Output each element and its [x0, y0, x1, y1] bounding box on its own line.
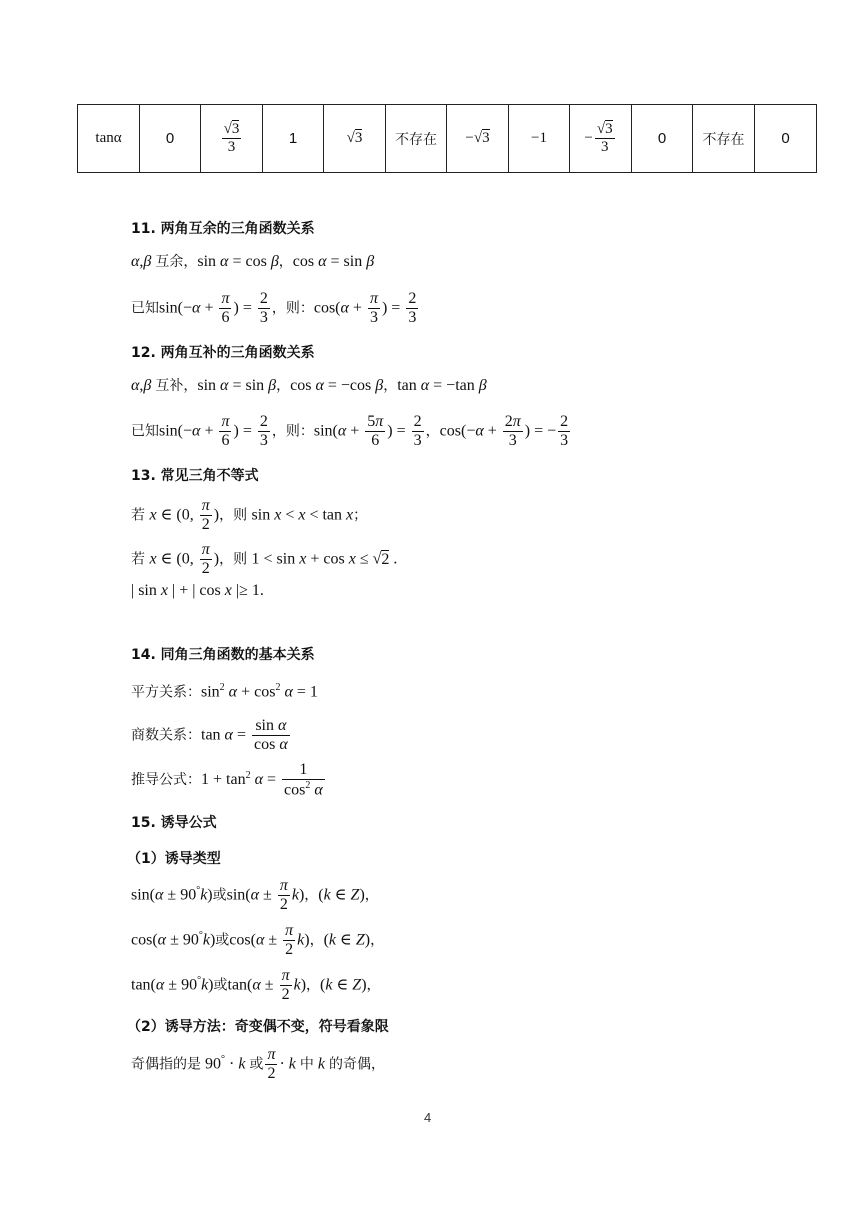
section-14-line1: 平方关系：$\sin^2 \alpha + \cos^2 \alpha = 1$ [131, 682, 318, 701]
section-15-heading: 15. 诱导公式 [131, 815, 217, 831]
table-cell: − $\frac{√3}{3}$ [570, 105, 632, 173]
section-14-heading: 14. 同角三角函数的基本关系 [131, 647, 315, 663]
section-12-line1: α,β 互补，sin α = sin β，cos α = −cos β，tan α = −tan β [131, 377, 487, 394]
section-15-sub2: （2）诱导方法：奇变偶不变，符号看象限 [127, 1019, 389, 1035]
table-cell: $\frac{√3}{3}$ [201, 105, 263, 173]
section-11-heading: 11. 两角互余的三角函数关系 [131, 221, 315, 237]
section-11-line1: α,β 互余，sin α = cos β，cos α = sin β [131, 253, 375, 270]
table-cell: 不存在 [386, 105, 447, 173]
table-cell: −1 [509, 105, 570, 173]
table-cell: 不存在 [693, 105, 755, 173]
section-14-line3: 推导公式：$1 + \tan^2 \alpha$ = $\frac{1}{\cos^2 \alpha}$ [131, 761, 323, 799]
page-number: 4 [424, 1110, 432, 1125]
table-row [78, 105, 817, 173]
section-15-line3: tan(α ± 90°k)或tan(α ± $\frac{\pi}{2}$ k)，(k ∈ Z)， [131, 967, 381, 1004]
section-13-line1: 若 x ∈ (0, $\frac{\pi}{2}$ )，则 sin x < x < tan x； [131, 497, 368, 534]
row-label-tan: tanα [78, 105, 140, 173]
section-12-heading: 12. 两角互补的三角函数关系 [131, 345, 315, 361]
table-cell: 0 [632, 105, 693, 173]
section-14-line2: 商数关系：tan α = $\frac{\text{sin α}}{\text{cos α}}$ [131, 717, 288, 754]
section-13-heading: 13. 常见三角不等式 [131, 468, 259, 484]
table-cell: 1 [263, 105, 324, 173]
table-cell: 0 [140, 105, 201, 173]
section-11-line2: 已知sin(−α + $\frac{\pi}{6}$ ) = $\frac{2}{3}$ ，则：cos(α + $\frac{\pi}{3}$ ) = $\frac{2}{3}$ [131, 290, 417, 327]
table-cell: −√3 [447, 105, 509, 173]
section-12-line2: 已知sin(−α + $\frac{\pi}{6}$ ) = $\frac{2}{3}$ ，则：sin(α + $\frac{5\pi}{6}$ ) = $\frac{2}{3}$ ，cos(−α + $\frac{2\pi}{3}$ ) = − $\frac{2}{3}$ [131, 413, 569, 450]
section-15-line2: cos(α ± 90°k)或cos(α ± $\frac{\pi}{2}$ k)，(k ∈ Z)， [131, 922, 385, 959]
section-15-sub1: （1）诱导类型 [127, 851, 221, 867]
tan-values-table [77, 104, 817, 173]
section-13-line2: 若 x ∈ (0, $\frac{\pi}{2}$ )，则 1 < sin x + cos x ≤ √2 . [131, 541, 398, 578]
table-cell: √3 [324, 105, 386, 173]
section-15-line4: 奇偶指的是 90° · k 或 $\frac{\pi}{2}$ · k 中 k 的奇偶， [131, 1046, 385, 1083]
section-15-line1: sin(α ± 90°k)或sin(α ± $\frac{\pi}{2}$ k)，(k ∈ Z)， [131, 877, 379, 914]
table-cell: 0 [755, 105, 817, 173]
section-13-line3: | sin x | + | cos x |≥ 1. [131, 582, 264, 599]
